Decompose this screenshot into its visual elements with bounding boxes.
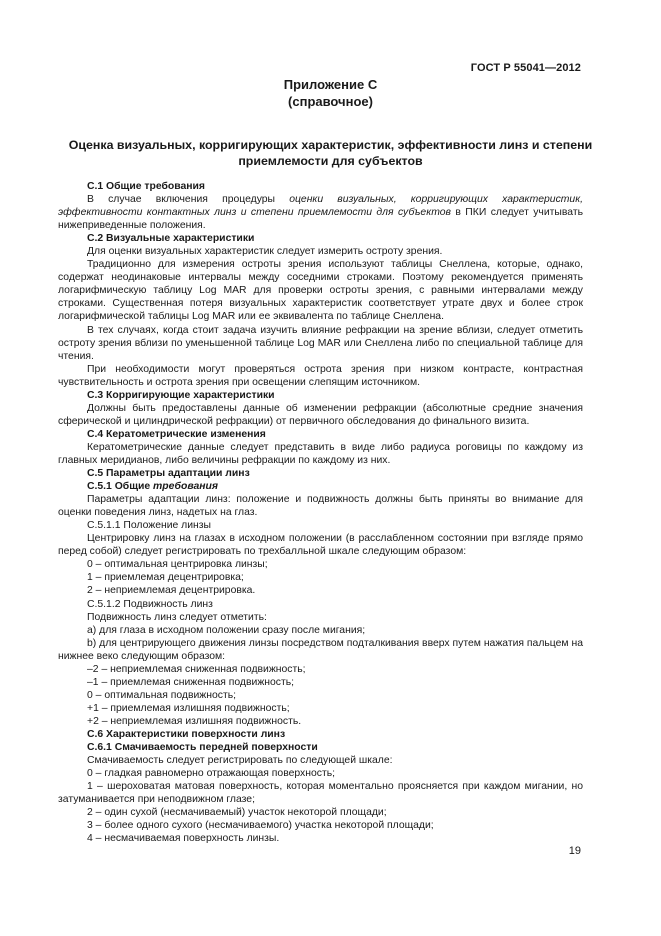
document-title: Оценка визуальных, корригирующих характеристик, эффективности линз и степени приемлемости для субъектов [68,138,593,168]
appendix-type: (справочное) [288,94,373,109]
paragraph: Смачиваемость следует регистрировать по следующей шкале: [87,755,393,767]
text-run: С.5.1 Общие [87,481,154,493]
subsection-heading: С.6.1 Смачиваемость передней поверхности [87,742,318,754]
italic-text-run: оценки визуальных, корригирующих характеристик, эффективности контактных линз и степени приемлемости для субъектов [58,194,583,219]
standard-code: ГОСТ Р 55041—2012 [470,62,581,74]
appendix-heading [0,76,661,110]
paragraph: Должны быть предоставлены данные об изменении рефракции (абсолютные средние значения сферической и цилиндрической рефракции) от первичного обследования до финального визита. [58,402,583,427]
list-item: +1 – приемлемая излишняя подвижность; [87,702,290,714]
paragraph: а) для глаза в исходном положении сразу после мигания; [87,624,366,636]
section-heading: С.6 Характеристики поверхности линз [87,728,286,740]
list-item: 4 – несмачиваемая поверхность линзы. [87,833,280,845]
text-run: В случае включения процедуры [87,194,290,206]
paragraph: Центрировку линз на глазах в исходном положении (в расслабленном состоянии при взгляде прямо перед собой) следует регистрировать по трехбалльной шкале следующим образом: [58,533,583,558]
list-item: 1 – приемлемая децентрировка; [87,572,244,584]
section-heading: С.3 Корригирующие характеристики [87,389,275,401]
paragraph: При необходимости могут проверяться острота зрения при низком контрасте, контрастная чувствительность и острота зрения при освещении слепящим источником. [58,363,583,388]
paragraph: В тех случаях, когда стоит задача изучить влияние рефракции на зрение вблизи, следует отметить остроту зрения вблизи по уменьшенной таблице Log MAR или Снеллена либо по специальной таблице для чтения. [58,324,583,362]
italic-text-run: требования [153,481,218,493]
section-heading: С.5 Параметры адаптации линз [87,468,250,480]
paragraph: Для оценки визуальных характеристик следует измерить остроту зрения. [87,246,443,258]
paragraph [58,193,583,232]
list-item: 0 – гладкая равномерно отражающая поверхность; [87,768,336,780]
appendix-label: Приложение С [283,77,378,92]
subsection-heading: С.5.1.2 Подвижность линз [87,598,213,610]
section-heading: С.2 Визуальные характеристики [87,233,255,245]
paragraph: Подвижность линз следует отметить: [87,611,267,623]
paragraph: b) для центрирующего движения линзы посредством подталкивания вверх путем нажатия пальцем на нижнее веко следующим образом: [58,637,583,662]
list-item: +2 – неприемлемая излишняя подвижность. [87,715,302,727]
list-item: 3 – более одного сухого (несмачиваемого) участка некоторой площади; [87,820,434,832]
list-item: –2 – неприемлемая сниженная подвижность; [87,663,306,675]
list-item: 2 – один сухой (несмачиваемый) участок некоторой площади; [87,807,387,819]
list-item: 0 – оптимальная подвижность; [87,689,237,701]
subsection-heading: С.5.1.1 Положение линзы [87,520,212,532]
paragraph: Кератометрические данные следует представить в виде либо радиуса роговицы по каждому из главных меридианов, либо величины рефракции по каждому из них. [58,441,583,466]
subsection-heading [58,480,583,493]
document-body [58,180,583,845]
list-item: 2 – неприемлемая децентрировка. [87,585,256,597]
paragraph: Параметры адаптации линз: положение и подвижность должны быть приняты во внимание для оценки поведения линз, надетых на глаз. [58,494,583,519]
list-item: –1 – приемлемая сниженная подвижность; [87,676,295,688]
paragraph: Традиционно для измерения остроты зрения используют таблицы Снеллена, которые, однако, содержат неодинаковые интервалы между соседними строками. Поэтому рекомендуется применять логарифмическую таблицу Log MAR для проверки остроты зрения, с равными интервалами между строками. Существенная потеря визуальных характеристик соответствует утрате двух и более строк логарифмической таблицы Log MAR или ее эквивалента по таблице Снеллена. [58,259,583,323]
text-run: в ПКИ следует учитывать нижеприведенные положения. [58,207,583,232]
page-number: 19 [568,845,581,857]
list-item: 1 – шероховатая матовая поверхность, которая моментально проясняется при каждом мигании, но затуманивается при неподвижном глазе; [58,781,583,806]
section-heading: С.4 Кератометрические изменения [87,428,266,440]
list-item: 0 – оптимальная центрировка линзы; [87,559,268,571]
section-heading: С.1 Общие требования [87,181,205,192]
